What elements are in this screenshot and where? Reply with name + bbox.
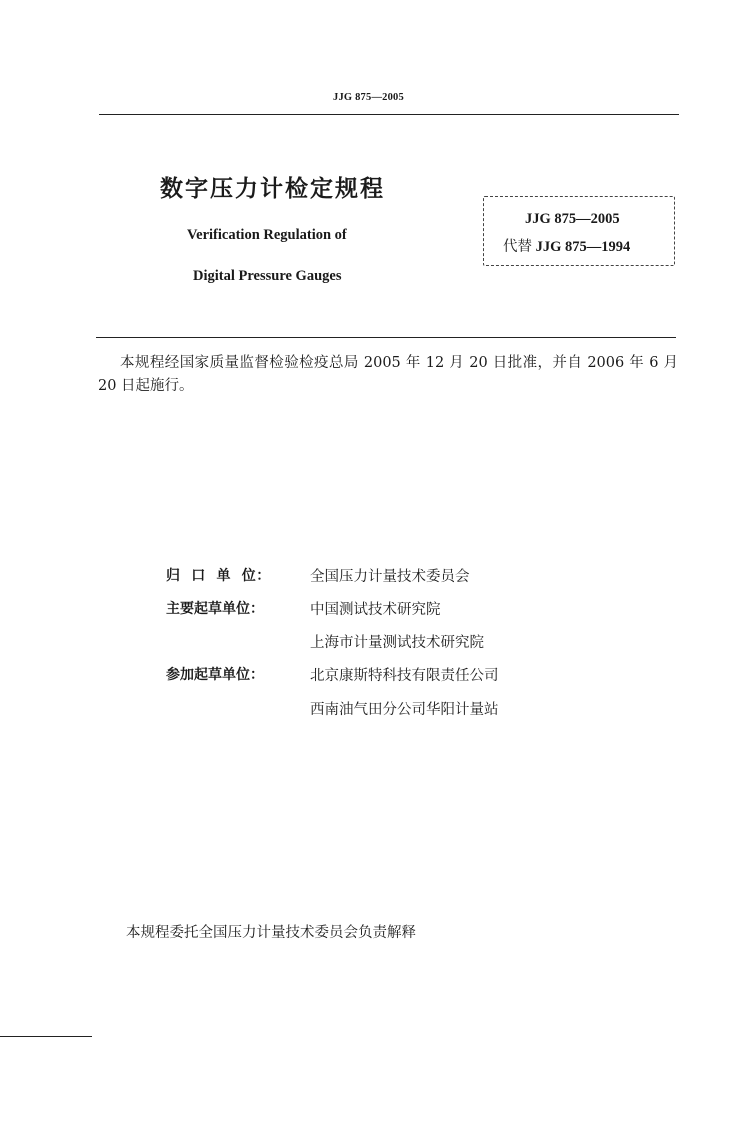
title-english-line1: Verification Regulation of [187, 227, 347, 243]
header-rule [99, 114, 679, 115]
stamp-replaces-line [503, 235, 630, 256]
stamp-replaces-prefix: 代替 [503, 239, 532, 255]
unit-label-participating: 参加起草单位： [166, 667, 264, 683]
unit-label-centralized: 归 口 单 位： [166, 568, 271, 584]
unit-label-main-drafting: 主要起草单位： [166, 601, 264, 617]
unit-value-centralized: 全国压力计量技术委员会 [310, 569, 470, 585]
approval-paragraph: 本规程经国家质量监督检验检疫总局 2005 年 12 月 20 日批准，并自 2006 年 6 月 20 日起施行。 [98, 355, 678, 394]
unit-value-participating-1: 北京康斯特科技有限责任公司 [310, 668, 499, 684]
title-divider-rule [96, 337, 676, 338]
unit-value-main-drafting-2: 上海市计量测试技术研究院 [310, 635, 484, 651]
page-bottom-fragment-rule [0, 1036, 92, 1037]
unit-value-participating-2: 西南油气田分公司华阳计量站 [310, 702, 499, 718]
interpretation-note: 本规程委托全国压力计量技术委员会负责解释 [126, 925, 416, 941]
stamp-replaced-code: JJG 875—1994 [535, 239, 631, 255]
title-chinese: 数字压力计检定规程 [160, 176, 385, 202]
document-code-header: JJG 875—2005 [333, 92, 404, 103]
unit-value-main-drafting-1: 中国测试技术研究院 [310, 602, 441, 618]
title-english-line2: Digital Pressure Gauges [193, 268, 342, 284]
stamp-standard-code: JJG 875—2005 [525, 211, 620, 227]
